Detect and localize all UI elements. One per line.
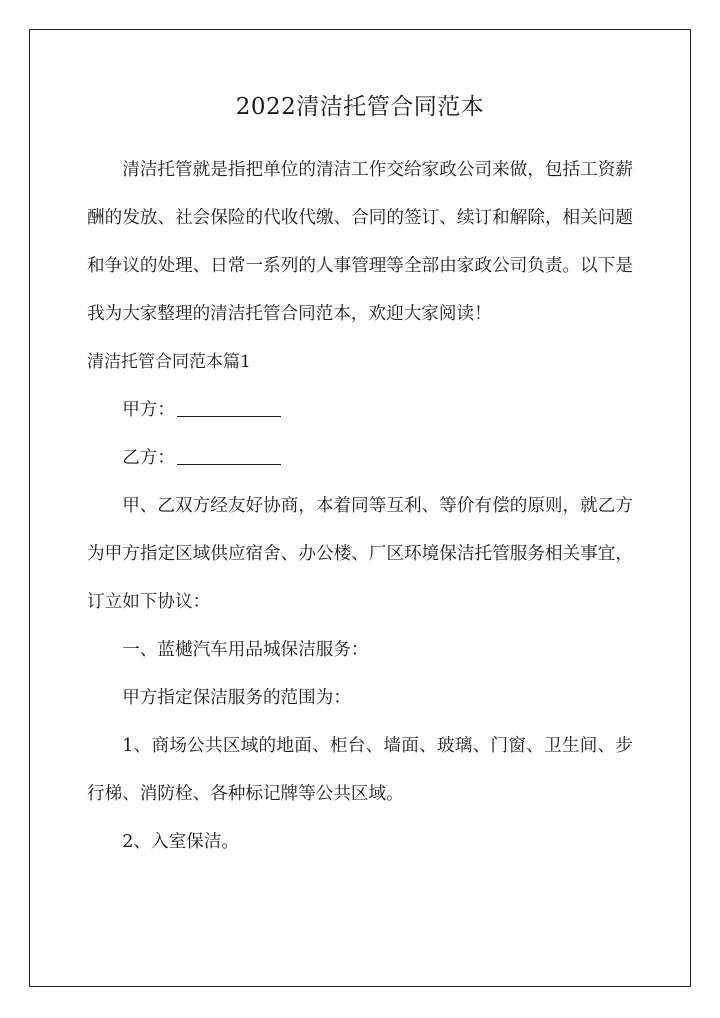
party-b-label: 乙方： [122,448,175,468]
party-b-line [87,434,633,482]
intro-paragraph: 清洁托管就是指把单位的清洁工作交给家政公司来做，包括工资薪酬的发放、社会保险的代收代缴、合同的签订、续订和解除，相关问题和争议的处理、日常一系列的人事管理等全部由家政公司负责。以下是我为大家整理的清洁托管合同范本，欢迎大家阅读！ [87,160,633,324]
agreement-paragraph: 甲、乙双方经友好协商，本着同等互利、等价有偿的原则，就乙方为甲方指定区域供应宿舍、办公楼、厂区环境保洁托管服务相关事宜，订立如下协议： [87,496,633,612]
party-a-label: 甲方： [122,400,175,420]
document-body [87,88,633,866]
document-title: 2022清洁托管合同范本 [235,94,485,120]
party-b-blank [177,446,281,465]
scope-item-2: 2、入室保洁。 [122,832,239,852]
party-a-blank [177,398,281,417]
scope-intro: 甲方指定保洁服务的范围为： [122,688,351,708]
scope-item-1: 1、商场公共区域的地面、柜台、墙面、玻璃、门窗、卫生间、步行梯、消防栓、各种标记牌等公共区域。 [87,736,633,804]
party-a-line [87,386,633,434]
section-heading: 清洁托管合同范本篇1 [87,352,251,372]
clause-1-heading: 一、蓝樾汽车用品城保洁服务： [122,640,369,660]
